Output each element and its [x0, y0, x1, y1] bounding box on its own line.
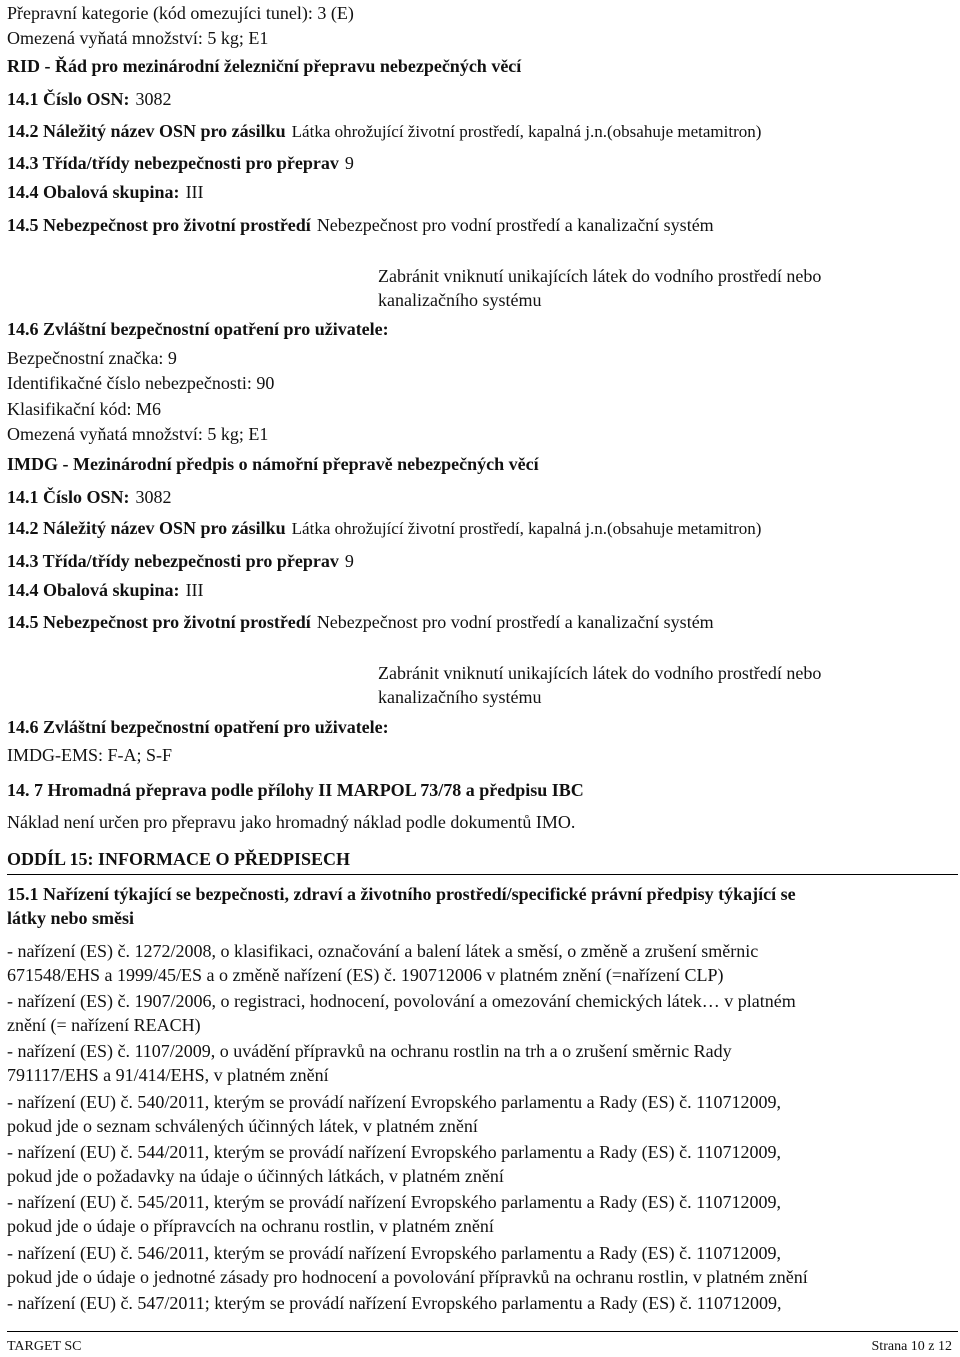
imdg-packing-group — [7, 579, 204, 601]
label: 14.5 Nebezpečnost pro životní prostředí — [7, 612, 311, 632]
rid-hazard-class — [7, 152, 354, 174]
bulk-transport-text: Náklad není určen pro přepravu jako hromadný náklad podle dokumentů IMO. — [7, 812, 576, 832]
hazard-id-number: Identifikačné číslo nebezpečnosti: 90 — [7, 373, 275, 393]
regulation-line: 671548/EHS a 1999/45/ES a o změně nařízení (ES) č. 190712006 v platném znění (=nařízení CLP) — [7, 965, 724, 985]
rid-prevent-line2: kanalizačního systému — [378, 290, 542, 310]
regulation-line: - nařízení (EU) č. 540/2011, kterým se provádí nařízení Evropského parlamentu a Rady (ES) č. 110712009, — [7, 1092, 781, 1112]
label: 14.2 Náležitý název OSN pro zásilku — [7, 121, 286, 141]
label: 14.4 Obalová skupina: — [7, 580, 180, 600]
value: 3082 — [135, 487, 172, 507]
section15-title: ODDÍL 15: INFORMACE O PŘEDPISECH — [7, 849, 351, 869]
rid-packing-group — [7, 181, 204, 203]
regulation-line: znění (= nařízení REACH) — [7, 1015, 201, 1035]
regulation-line: - nařízení (ES) č. 1272/2008, o klasifikaci, označování a balení látek a směsí, o změně a zrušení směrnic — [7, 941, 759, 961]
imdg-un-number — [7, 486, 172, 508]
regulation-line: pokud jde o údaje o jednotné zásady pro hodnocení a povolování přípravků na ochranu rostlin, v platném znění — [7, 1267, 808, 1287]
limited-quantity-2: Omezená vyňatá množství: 5 kg; E1 — [7, 424, 269, 444]
section15-subheading-line2: látky nebo směsi — [7, 908, 135, 928]
regulation-line: pokud jde o seznam schválených účinných látek, v platném znění — [7, 1116, 478, 1136]
section15-subheading-line1: 15.1 Nařízení týkající se bezpečnosti, zdraví a životního prostředí/specifické právní předpisy týkající se — [7, 884, 796, 904]
rid-heading: RID - Řád pro mezinárodní železniční přepravu nebezpečných věcí — [7, 56, 522, 76]
imdg-prevent-line2: kanalizačního systému — [378, 687, 542, 707]
limited-quantity: Omezená vyňatá množství: 5 kg; E1 — [7, 28, 269, 48]
footer-page-number: Strana 10 z 12 — [871, 1339, 952, 1354]
imdg-ems: IMDG-EMS: F-A; S-F — [7, 745, 173, 765]
value: III — [185, 580, 204, 600]
imdg-env-hazard — [7, 611, 714, 633]
section-divider — [7, 874, 958, 875]
regulation-line: - nařízení (EU) č. 544/2011, kterým se provádí nařízení Evropského parlamentu a Rady (ES) č. 110712009, — [7, 1142, 781, 1162]
regulation-line: 791117/EHS a 91/414/EHS, v platném znění — [7, 1065, 329, 1085]
value: Nebezpečnost pro vodní prostředí a kanalizační systém — [316, 215, 714, 235]
rid-shipping-name — [7, 120, 761, 143]
value: 3082 — [135, 89, 172, 109]
label: 14.3 Třída/třídy nebezpečnosti pro přeprav — [7, 153, 339, 173]
label: 14.1 Číslo OSN: — [7, 89, 130, 109]
regulation-line: - nařízení (ES) č. 1907/2006, o registraci, hodnocení, povolování a omezování chemických látek… v platném — [7, 991, 796, 1011]
footer-product: TARGET SC — [7, 1339, 82, 1354]
classification-code: Klasifikační kód: M6 — [7, 399, 161, 419]
value: 9 — [344, 551, 354, 571]
rid-prevent-line1: Zabránit vniknutí unikajících látek do vodního prostředí nebo — [378, 266, 822, 286]
imdg-heading: IMDG - Mezinárodní předpis o námořní přepravě nebezpečných věcí — [7, 454, 539, 474]
label: 14.1 Číslo OSN: — [7, 487, 130, 507]
value: Látka ohrožující životní prostředí, kapalná j.n.(obsahuje metamitron) — [291, 519, 762, 538]
value: Látka ohrožující životní prostředí, kapalná j.n.(obsahuje metamitron) — [291, 122, 762, 141]
rid-special-precautions: 14.6 Zvláštní bezpečnostní opatření pro uživatele: — [7, 319, 389, 339]
regulation-line: - nařízení (EU) č. 545/2011, kterým se provádí nařízení Evropského parlamentu a Rady (ES) č. 110712009, — [7, 1192, 781, 1212]
safety-sign: Bezpečnostní značka: 9 — [7, 348, 177, 368]
rid-un-number — [7, 88, 172, 110]
imdg-prevent-line1: Zabránit vniknutí unikajících látek do vodního prostředí nebo — [378, 663, 822, 683]
label: 14.2 Náležitý název OSN pro zásilku — [7, 518, 286, 538]
imdg-hazard-class — [7, 550, 354, 572]
bulk-transport-heading: 14. 7 Hromadná přeprava podle přílohy II MARPOL 73/78 a předpisu IBC — [7, 780, 584, 800]
regulation-line: pokud jde o údaje o přípravcích na ochranu rostlin, v platném znění — [7, 1216, 494, 1236]
regulation-line: - nařízení (EU) č. 546/2011, kterým se provádí nařízení Evropského parlamentu a Rady (ES) č. 110712009, — [7, 1243, 781, 1263]
label: 14.4 Obalová skupina: — [7, 182, 180, 202]
rid-env-hazard — [7, 214, 714, 236]
value: Nebezpečnost pro vodní prostředí a kanalizační systém — [316, 612, 714, 632]
value: 9 — [344, 153, 354, 173]
label: 14.3 Třída/třídy nebezpečnosti pro přeprav — [7, 551, 339, 571]
imdg-shipping-name — [7, 517, 761, 540]
regulation-line: pokud jde o požadavky na údaje o účinných látkách, v platném znění — [7, 1166, 504, 1186]
footer-divider — [7, 1331, 958, 1332]
label: 14.5 Nebezpečnost pro životní prostředí — [7, 215, 311, 235]
regulation-line: - nařízení (EU) č. 547/2011; kterým se provádí nařízení Evropského parlamentu a Rady (ES) č. 110712009, — [7, 1293, 782, 1313]
tunnel-category: Přepravní kategorie (kód omezujíci tunel): 3 (E) — [7, 3, 354, 23]
regulation-line: - nařízení (ES) č. 1107/2009, o uvádění přípravků na ochranu rostlin na trh a o zrušení směrnic Rady — [7, 1041, 732, 1061]
imdg-special-precautions: 14.6 Zvláštní bezpečnostní opatření pro uživatele: — [7, 717, 389, 737]
value: III — [185, 182, 204, 202]
